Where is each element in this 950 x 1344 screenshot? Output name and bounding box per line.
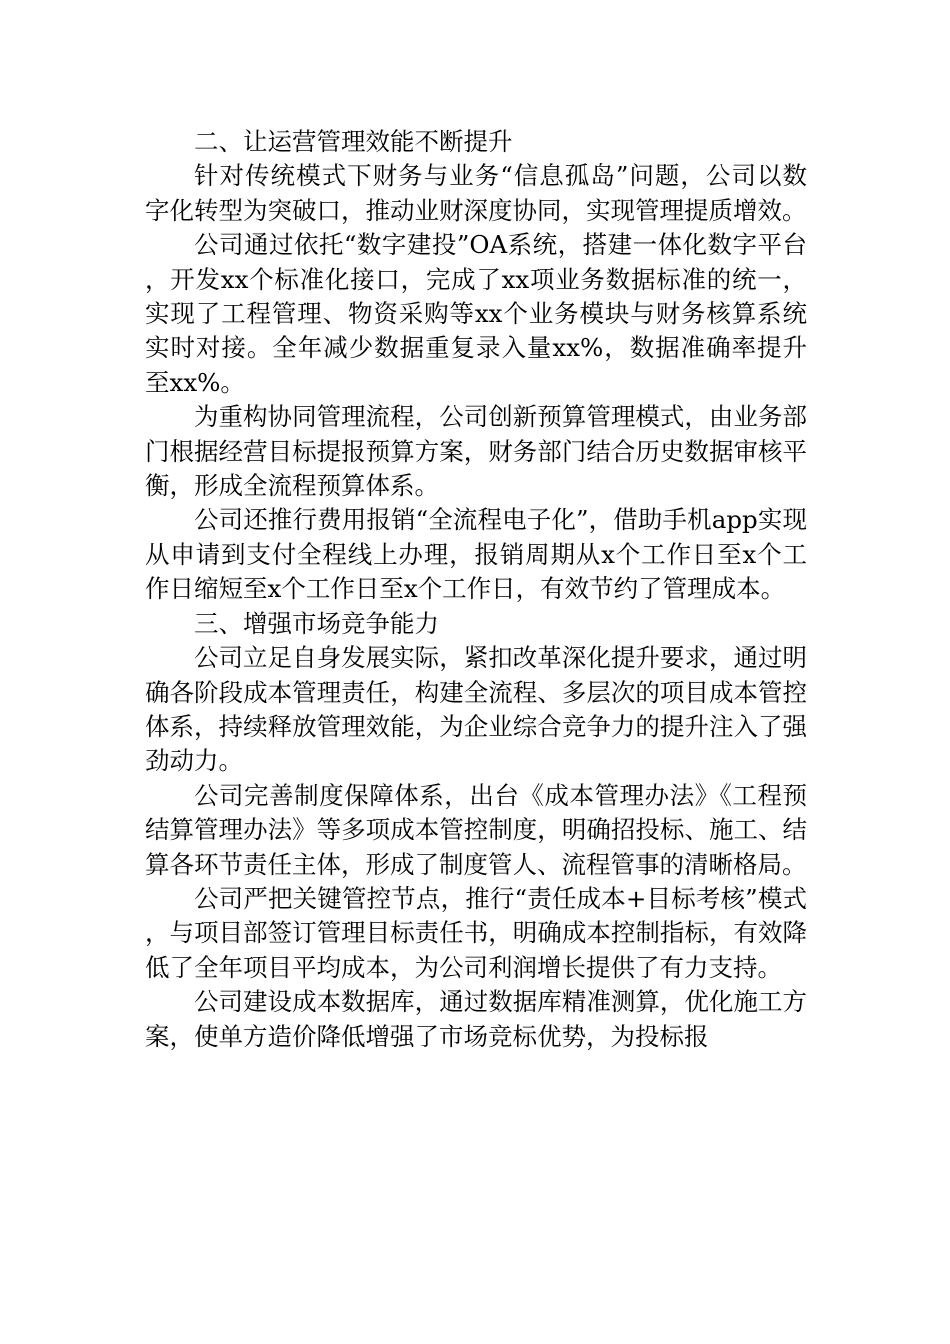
paragraph-institutional-system: 公司完善制度保障体系，出台《成本管理办法》《工程预结算管理办法》等多项成本管控制度，明确招投标、施工、结算各环节责任主体，形成了制度管人、流程管事的清晰格局。 [145, 780, 807, 879]
paragraph-info-island: 针对传统模式下财务与业务“信息孤岛”问题，公司以数字化转型为突破口，推动业财深度协同，实现管理提质增效。 [145, 161, 807, 225]
paragraph-cost-database: 公司建设成本数据库，通过数据库精准测算，优化施工方案，使单方造价降低增强了市场竞标优势，为投标报 [145, 987, 807, 1051]
paragraph-key-control-nodes: 公司严把关键管控节点，推行“责任成本+目标考核”模式，与项目部签订管理目标责任书，明确成本控制指标，有效降低了全年项目平均成本，为公司利润增长提供了有力支持。 [145, 883, 807, 982]
document-page [145, 125, 807, 1054]
paragraph-cost-control-system: 公司立足自身发展实际，紧扣改革深化提升要求，通过明确各阶段成本管理责任，构建全流程、多层次的项目成本管控体系，持续释放管理效能，为企业综合竞争力的提升注入了强劲动力。 [145, 643, 807, 776]
paragraph-expense-reimbursement: 公司还推行费用报销“全流程电子化”，借助手机app实现从申请到支付全程线上办理，报销周期从x个工作日至x个工作日缩短至x个工作日至x个工作日，有效节约了管理成本。 [145, 505, 807, 604]
section-heading-competitiveness: 三、增强市场竞争能力 [194, 608, 439, 638]
paragraph-budget-management: 为重构协同管理流程，公司创新预算管理模式，由业务部门根据经营目标提报预算方案，财务部门结合历史数据审核平衡，形成全流程预算体系。 [145, 402, 807, 501]
section-heading-operations: 二、让运营管理效能不断提升 [194, 127, 513, 156]
paragraph-digital-platform: 公司通过依托“数字建投”OA系统，搭建一体化数字平台，开发xx个标准化接口，完成了xx项业务数据标准的统一，实现了工程管理、物资采购等xx个业务模块与财务核算系统实时对接。全年减少数据重复录入量xx%，数据准确率提升至xx%。 [145, 230, 807, 397]
